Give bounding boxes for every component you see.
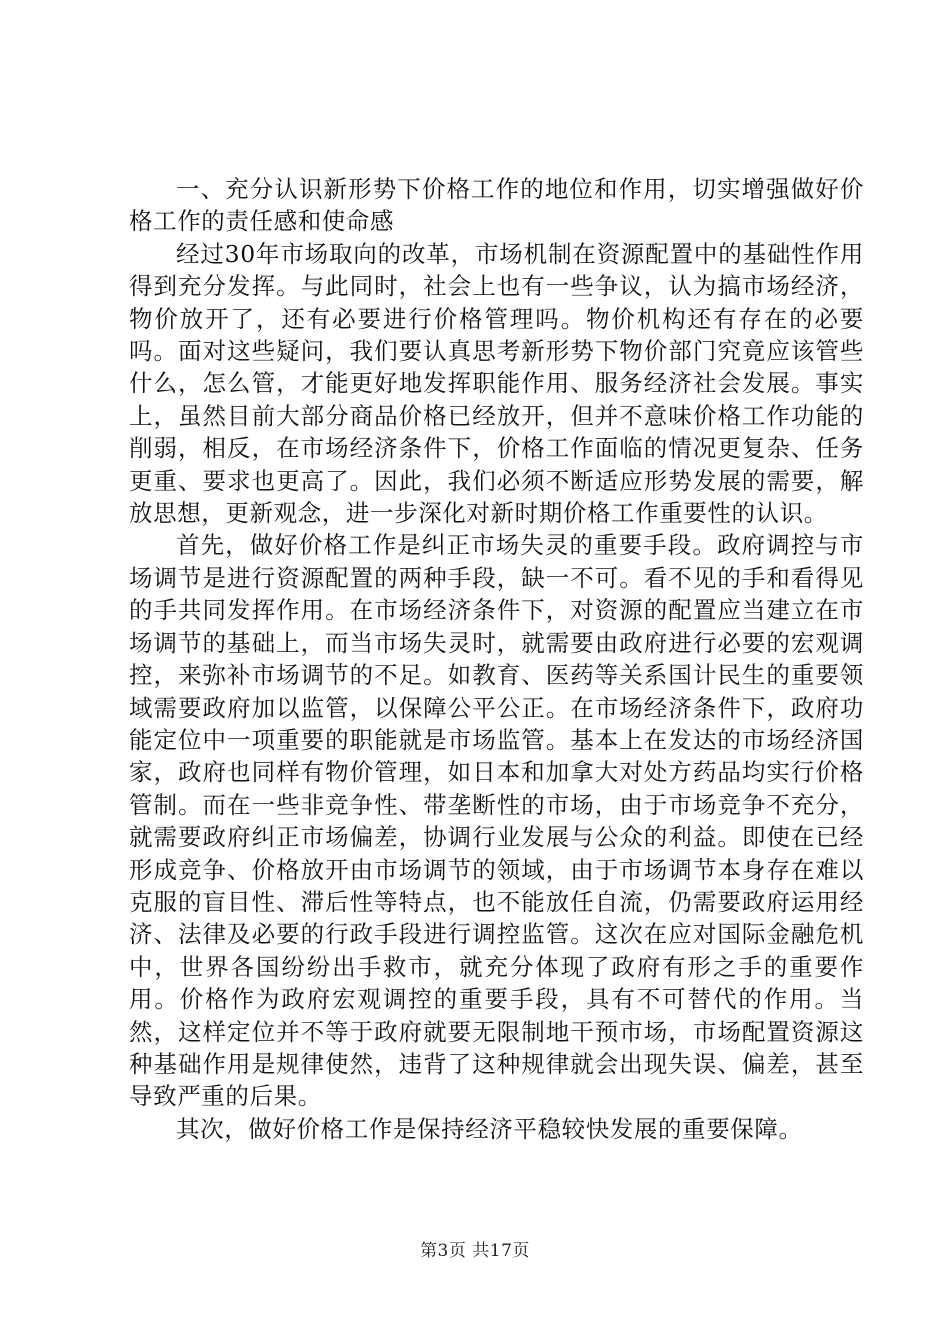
document-body xyxy=(129,173,864,1145)
section-heading: 一、充分认识新形势下价格工作的地位和作用，切实增强做好价格工作的责任感和使命感 xyxy=(129,175,864,236)
page-number-footer: 第3页 共17页 xyxy=(420,1241,530,1261)
paragraph-2: 首先，做好价格工作是纠正市场失灵的重要手段。政府调控与市场调节是进行资源配置的两种手段，缺一不可。看不见的手和看得见的手共同发挥作用。在市场经济条件下，对资源的配置应当建立在市场调节的基础上，而当市场失灵时，就需要由政府进行必要的宏观调控，来弥补市场调节的不足。如教育、医药等关系国计民生的重要领域需要政府加以监管，以保障公平公正。在市场经济条件下，政府功能定位中一项重要的职能就是市场监管。基本上在发达的市场经济国家，政府也同样有物价管理，如日本和加拿大对处方药品均实行价格管制。而在一些非竞争性、带垄断性的市场，由于市场竞争不充分，就需要政府纠正市场偏差，协调行业发展与公众的利益。即使在已经形成竞争、价格放开由市场调节的领域，由于市场调节本身存在难以克服的盲目性、滞后性等特点，也不能放任自流，仍需要政府运用经济、法律及必要的行政手段进行调控监管。这次在应对国际金融危机中，世界各国纷纷出手救市，就充分体现了政府有形之手的重要作用。价格作为政府宏观调控的重要手段，具有不可替代的作用。当然，这样定位并不等于政府就要无限制地干预市场，市场配置资源这种基础作用是规律使然，违背了这种规律就会出现失误、偏差，甚至导致严重的后果。 xyxy=(129,531,864,1111)
paragraph-1: 经过30年市场取向的改革，市场机制在资源配置中的基础性作用得到充分发挥。与此同时，社会上也有一些争议，认为搞市场经济，物价放开了，还有必要进行价格管理吗。物价机构还有存在的必要吗。面对这些疑问，我们要认真思考新形势下物价部门究竟应该管些什么，怎么管，才能更好地发挥职能作用、服务经济社会发展。事实上，虽然目前大部分商品价格已经放开，但并不意味价格工作功能的削弱，相反，在市场经济条件下，价格工作面临的情况更复杂、任务更重、要求也更高了。因此，我们必须不断适应形势发展的需要，解放思想，更新观念，进一步深化对新时期价格工作重要性的认识。 xyxy=(129,239,864,528)
paragraph-3: 其次，做好价格工作是保持经济平稳较快发展的重要保障。 xyxy=(176,1114,803,1143)
